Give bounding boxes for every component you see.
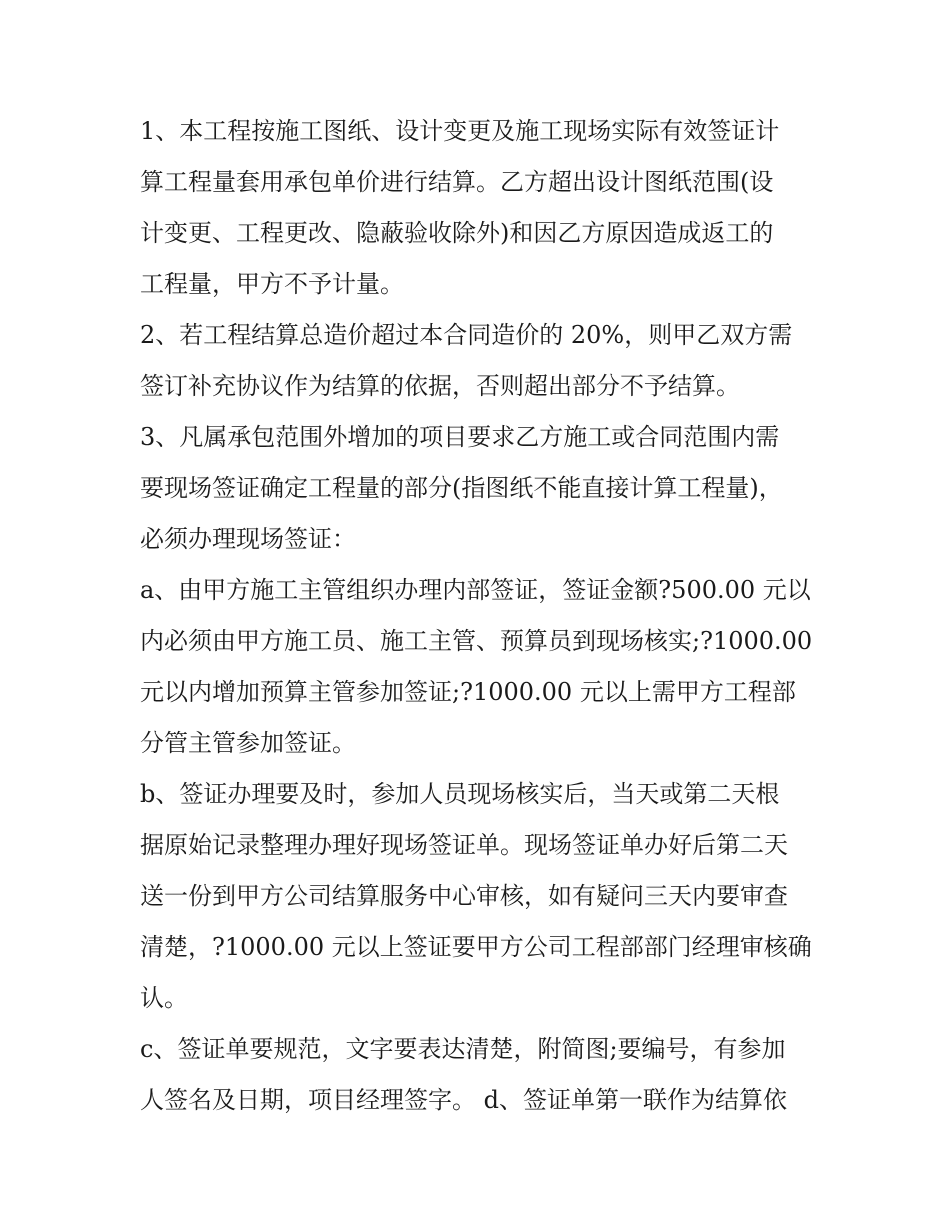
text-line: 必须办理现场签证：	[140, 525, 356, 553]
text-line: 送一份到甲方公司结算服务中心审核，如有疑问三天内要审查	[140, 882, 788, 910]
text-line: a、由甲方施工主管组织办理内部签证，签证金额?500.00 元以	[140, 576, 811, 604]
text-line: 1、本工程按施工图纸、设计变更及施工现场实际有效签证计	[140, 117, 780, 145]
text-line: 算工程量套用承包单价进行结算。乙方超出设计图纸范围(设	[140, 168, 774, 196]
text-line: 2、若工程结算总造价超过本合同造价的 20%，则甲乙双方需	[140, 321, 793, 349]
text-line: 要现场签证确定工程量的部分(指图纸不能直接计算工程量)，	[140, 474, 783, 502]
text-line: 签订补充协议作为结算的依据，否则超出部分不予结算。	[140, 372, 740, 400]
text-line: 计变更、工程更改、隐蔽验收除外)和因乙方原因造成返工的	[140, 219, 774, 247]
text-line: 人签名及日期，项目经理签字。 d、签证单第一联作为结算依	[140, 1086, 787, 1114]
text-line: 内必须由甲方施工员、施工主管、预算员到现场核实;?1000.00	[140, 627, 813, 655]
text-line: 3、凡属承包范围外增加的项目要求乙方施工或合同范围内需	[140, 423, 780, 451]
text-line: c、签证单要规范，文字要表达清楚，附简图;要编号，有参加	[140, 1035, 786, 1063]
text-line: 清楚，?1000.00 元以上签证要甲方公司工程部部门经理审核确	[140, 933, 812, 961]
text-line: 认。	[140, 984, 188, 1012]
text-line: 据原始记录整理办理好现场签证单。现场签证单办好后第二天	[140, 831, 788, 859]
text-line: b、签证办理要及时，参加人员现场核实后，当天或第二天根	[140, 780, 780, 808]
document-body	[140, 106, 820, 1126]
text-line: 工程量，甲方不予计量。	[140, 270, 404, 298]
text-line: 分管主管参加签证。	[140, 729, 356, 757]
text-line: 元以内增加预算主管参加签证;?1000.00 元以上需甲方工程部	[140, 678, 796, 706]
